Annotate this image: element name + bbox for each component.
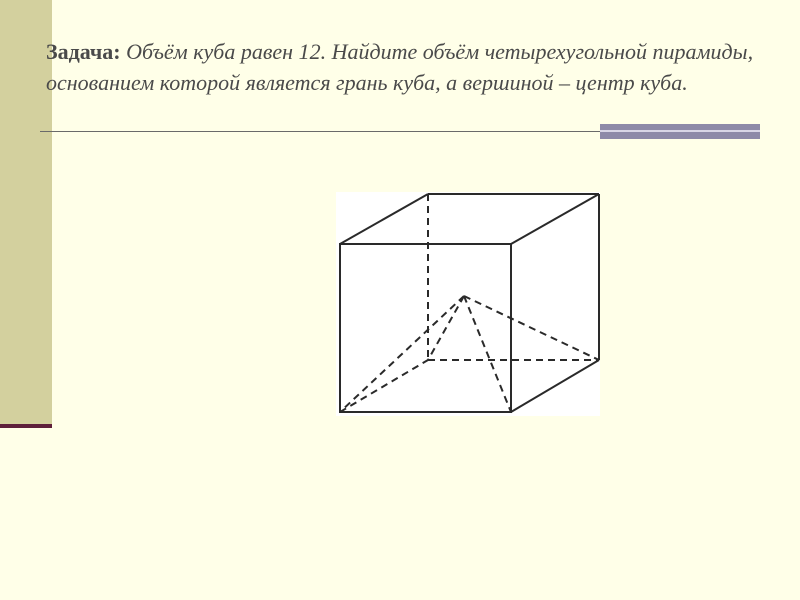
task-label: Задача: <box>46 39 121 64</box>
cube-edge-bottom-right <box>511 360 599 412</box>
task-text: Объём куба равен 12. Найдите объём четырехугольной пирамиды, основанием которой является грань куба, а вершиной – центр куба. <box>46 39 754 95</box>
cube-edge-top-left <box>340 194 428 244</box>
left-decor-bar <box>0 0 52 424</box>
pyramid-edge-3 <box>464 296 599 360</box>
pyramid-edge-4 <box>428 296 464 360</box>
cube-hidden-edge-left-bottom <box>340 360 428 412</box>
cube-pyramid-diagram <box>336 192 600 416</box>
pyramid-edge-2 <box>464 296 511 412</box>
cube-pyramid-figure <box>336 192 600 416</box>
pyramid-edge-1 <box>340 296 464 412</box>
task-statement <box>46 36 766 98</box>
left-decor-underline <box>0 424 52 428</box>
title-divider-accent-line <box>600 130 760 132</box>
cube-edge-top-right <box>511 194 599 244</box>
